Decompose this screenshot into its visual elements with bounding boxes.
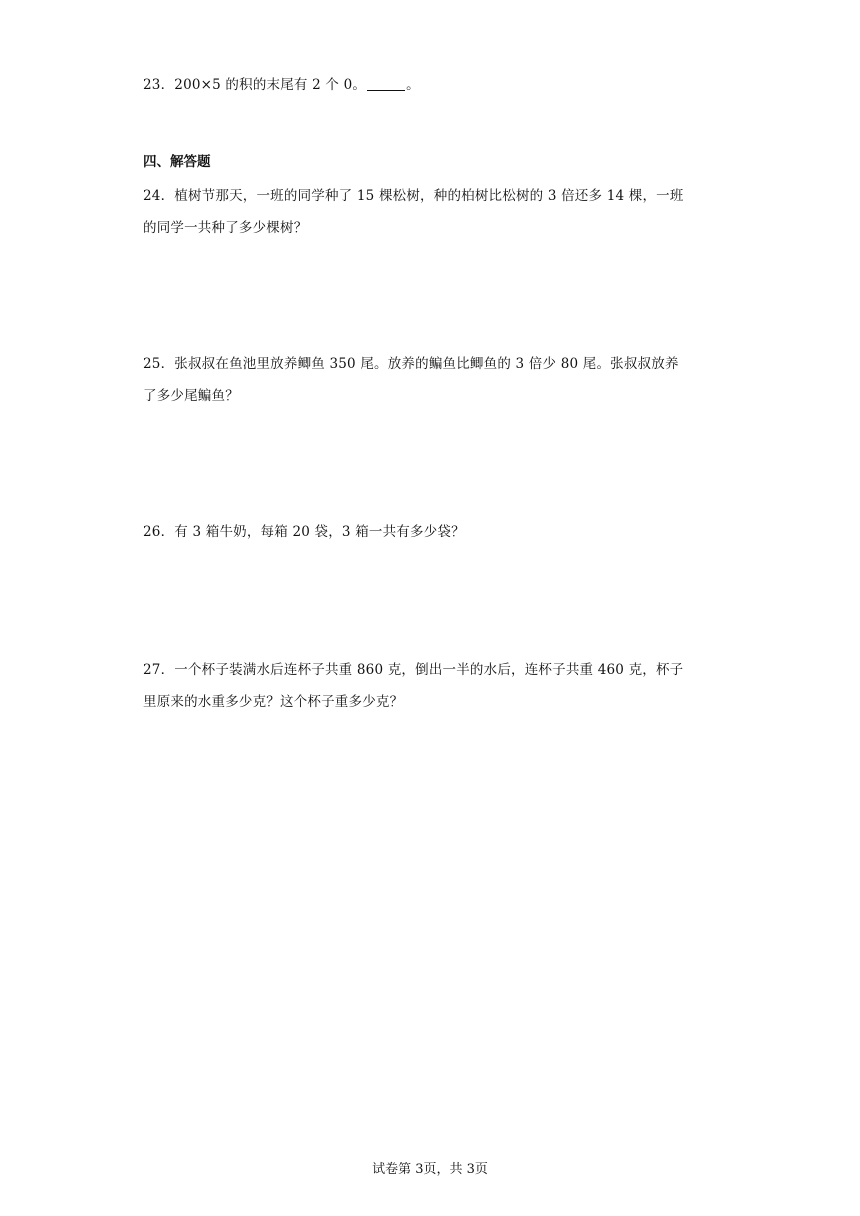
question-24-line-1: 24．植树节那天，一班的同学种了 15 棵松树，种的柏树比松树的 3 倍还多 14 棵，一班 bbox=[143, 188, 684, 204]
answer-blank[interactable] bbox=[367, 76, 405, 91]
question-25-line-2: 了多少尾鳊鱼？ bbox=[143, 388, 239, 404]
question-23 bbox=[143, 75, 420, 95]
question-23-text: 23．200×5 的积的末尾有 2 个 0。 bbox=[143, 77, 367, 93]
question-23-suffix: 。 bbox=[406, 77, 420, 93]
question-26-line-1: 26．有 3 箱牛奶，每箱 20 袋，3 箱一共有多少袋？ bbox=[143, 524, 465, 540]
question-25-line-1: 25．张叔叔在鱼池里放养鲫鱼 350 尾。放养的鳊鱼比鲫鱼的 3 倍少 80 尾。张叔叔放养 bbox=[143, 356, 679, 372]
question-27-line-1: 27．一个杯子装满水后连杯子共重 860 克，倒出一半的水后，连杯子共重 460 克，杯子 bbox=[143, 662, 684, 678]
page-footer: 试卷第 3页，共 3页 bbox=[372, 1162, 488, 1177]
question-24-line-2: 的同学一共种了多少棵树？ bbox=[143, 220, 308, 236]
section-title-answer-questions: 四、解答题 bbox=[143, 154, 211, 170]
question-27-line-2: 里原来的水重多少克？这个杯子重多少克？ bbox=[143, 694, 404, 710]
